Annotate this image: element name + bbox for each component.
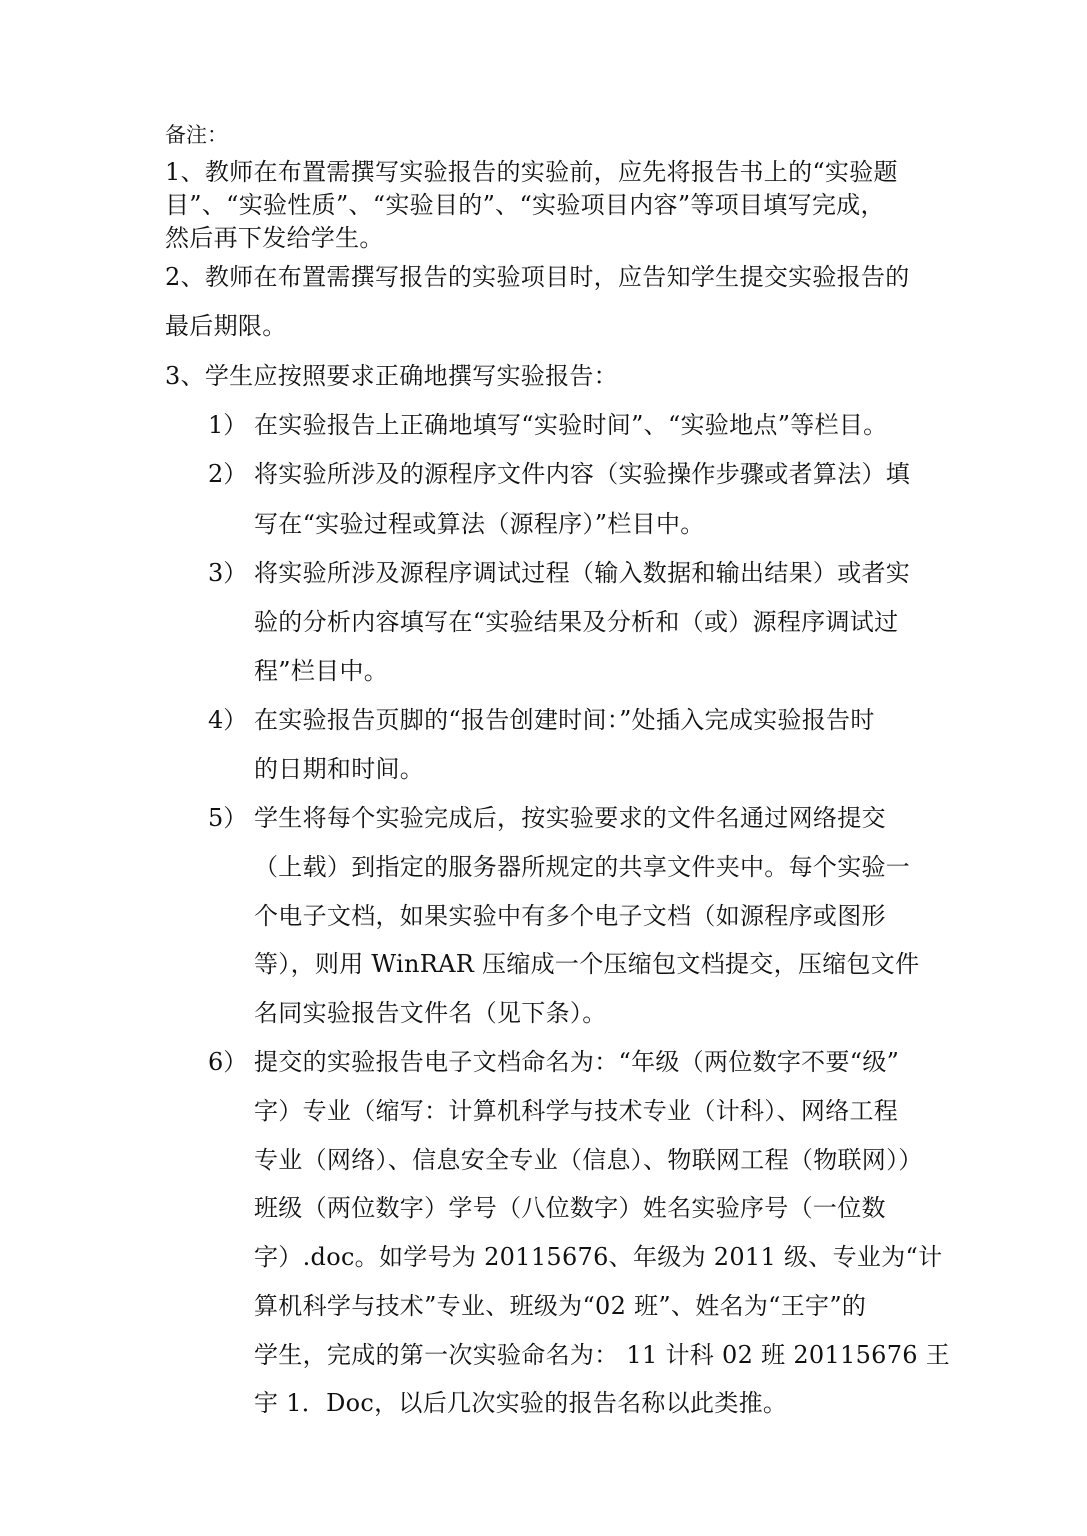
notes-title: 备注： xyxy=(165,123,228,147)
sub-2-line-1: 将实验所涉及的源程序文件内容（实验操作步骤或者算法）填 xyxy=(254,460,911,488)
note-1-line-2: 目”、“实验性质”、“实验目的”、“实验项目内容”等项目填写完成， xyxy=(165,191,885,219)
sub-5-line-4: 等），则用 WinRAR 压缩成一个压缩包文档提交，压缩包文件 xyxy=(254,950,920,978)
sub-item-6-number: 6） xyxy=(208,1048,248,1076)
sub-6-line-1: 提交的实验报告电子文档命名为：“年级（两位数字不要“级” xyxy=(254,1048,900,1076)
sub-5-line-1: 学生将每个实验完成后，按实验要求的文件名通过网络提交 xyxy=(254,804,886,832)
sub-1-line-1: 在实验报告上正确地填写“实验时间”、“实验地点”等栏目。 xyxy=(254,411,888,439)
sub-item-1-number: 1） xyxy=(208,411,248,439)
sub-6-line-5: 字）.doc。如学号为 20115676、年级为 2011 级、专业为“计 xyxy=(254,1243,943,1271)
sub-6-line-4: 班级（两位数字）学号（八位数字）姓名实验序号（一位数 xyxy=(254,1194,886,1222)
sub-6-line-7: 学生，完成的第一次实验命名为： 11 计科 02 班 20115676 王 xyxy=(254,1341,951,1369)
sub-3-line-1: 将实验所涉及源程序调试过程（输入数据和输出结果）或者实 xyxy=(254,559,911,587)
sub-6-line-2: 字）专业（缩写：计算机科学与技术专业（计科）、网络工程 xyxy=(254,1097,899,1125)
sub-6-line-3: 专业（网络）、信息安全专业（信息）、物联网工程（物联网）） xyxy=(254,1146,923,1174)
sub-6-line-8: 宇 1．Doc，以后几次实验的报告名称以此类推。 xyxy=(254,1389,788,1417)
note-3-lead: 3、学生应按照要求正确地撰写实验报告： xyxy=(165,362,618,390)
sub-4-line-1: 在实验报告页脚的“报告创建时间：”处插入完成实验报告时 xyxy=(254,706,875,734)
sub-2-line-2: 写在“实验过程或算法（源程序）”栏目中。 xyxy=(254,510,705,538)
sub-5-line-5: 名同实验报告文件名（见下条）。 xyxy=(254,999,607,1027)
sub-6-line-6: 算机科学与技术”专业、班级为“02 班”、姓名为“王宇”的 xyxy=(254,1292,867,1320)
note-1-line-1: 1、教师在布置需撰写实验报告的实验前，应先将报告书上的“实验题 xyxy=(165,158,898,186)
note-2-line-1: 2、教师在布置需撰写报告的实验项目时，应告知学生提交实验报告的 xyxy=(165,263,910,291)
sub-5-line-2: （上载）到指定的服务器所规定的共享文件夹中。每个实验一 xyxy=(254,853,911,881)
sub-item-5-number: 5） xyxy=(208,804,248,832)
sub-3-line-2: 验的分析内容填写在“实验结果及分析和（或）源程序调试过 xyxy=(254,608,899,636)
sub-item-4-number: 4） xyxy=(208,706,248,734)
sub-item-3-number: 3） xyxy=(208,559,248,587)
sub-4-line-2: 的日期和时间。 xyxy=(254,755,425,783)
note-1-line-3: 然后再下发给学生。 xyxy=(165,224,384,252)
sub-3-line-3: 程”栏目中。 xyxy=(254,657,389,685)
sub-item-2-number: 2） xyxy=(208,460,248,488)
sub-5-line-3: 个电子文档，如果实验中有多个电子文档（如源程序或图形 xyxy=(254,902,886,930)
note-2-line-2: 最后期限。 xyxy=(165,312,287,340)
